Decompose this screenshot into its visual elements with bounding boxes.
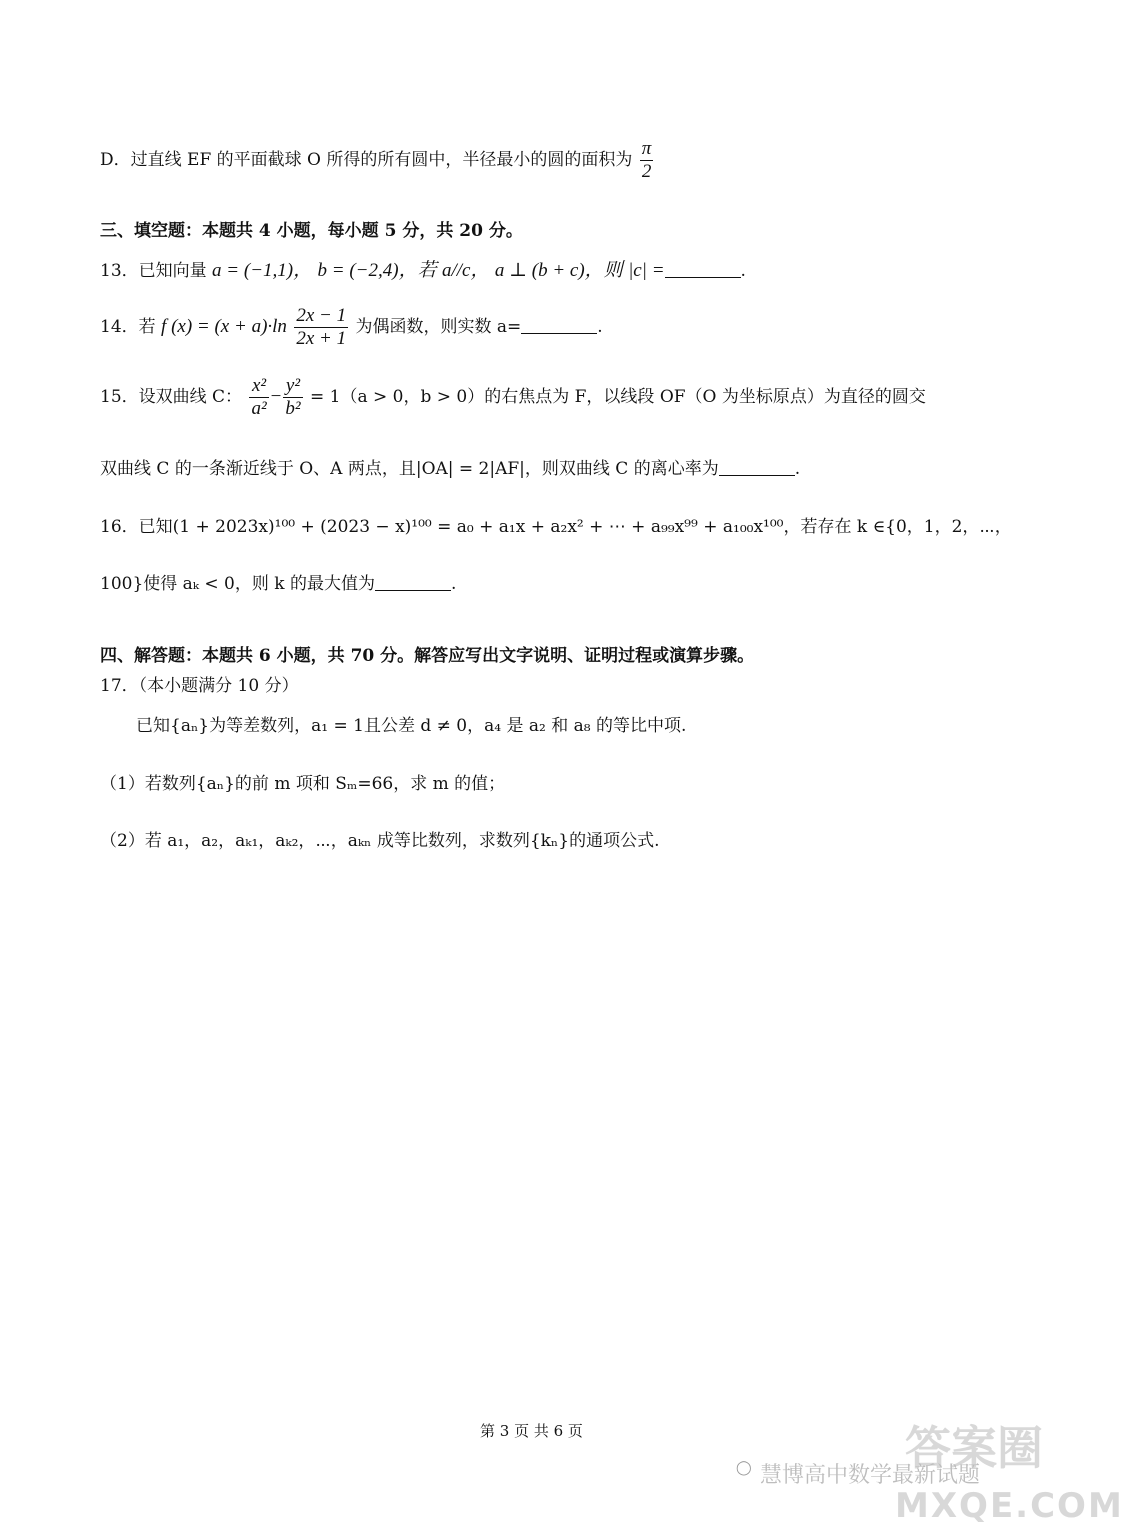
watermark-site: MXQE.COM [895, 1486, 1124, 1526]
q13-abs-c: |c| = [628, 260, 665, 281]
q15-answer-blank [719, 459, 795, 476]
q17-part-1: （1）若数列{aₙ}的前 m 项和 Sₘ=66，求 m 的值； [100, 774, 506, 794]
q13-perpendicular: a ⊥ (b + c)，则 [494, 260, 623, 281]
question-15: 15．设双曲线 C： $\frac{\text{x²}}{\text{a²}}$ − $\frac{\text{y²}}{\text{b²}}$ = 1（a > 0，b > 0）的右焦点为 F，以线段 OF（O 为坐标原点）为直径的圆交 [100, 375, 926, 419]
q13-vector-a: a = (−1,1)， [212, 260, 313, 281]
q15-fraction-x: $\frac{\text{x²}}{\text{a²}}$ [251, 375, 267, 419]
watermark-logo: 答案圈 [905, 1421, 1043, 1475]
q13-vector-b: b = (−2,4)，若 [317, 260, 437, 281]
watermark-source: 慧博高中数学最新试题 [760, 1463, 981, 1488]
q14-fraction: $\frac{2x - 1}{2x + 1}$ [296, 305, 347, 349]
q15-number: 15． [100, 387, 139, 407]
q15-fraction-y: $\frac{\text{y²}}{\text{b²}}$ [285, 375, 301, 419]
option-d [100, 138, 655, 183]
q17-part-2: （2）若 a₁，a₂，aₖ₁，aₖ₂，⋯，aₖₙ 成等比数列，求数列{kₙ}的通项公式. [100, 831, 660, 851]
q17-stem: 已知{aₙ}为等差数列，a₁ = 1且公差 d ≠ 0，a₄ 是 a₂ 和 a₈ 的等比中项. [136, 716, 687, 736]
q16-number: 16． [100, 517, 139, 537]
wechat-icon: ◯ [736, 1460, 752, 1476]
q14-function: f (x) = (x + a)·ln [161, 316, 287, 337]
section-3-heading: 三、填空题：本题共 4 小题，每小题 5 分，共 20 分。 [100, 221, 523, 241]
question-13: 13．已知向量 a = (−1,1)， b = (−2,4)，若 a//c， a ⊥ (b + c)，则 |c| = . [100, 260, 746, 281]
q16-answer-blank [375, 574, 451, 591]
question-14: 14．若 f (x) = (x + a)·ln $\frac{2x - 1}{2x + 1}$ 为偶函数，则实数 a= . [100, 305, 603, 349]
q15-text: = 1（a > 0，b > 0）的右焦点为 F，以线段 OF（O 为坐标原点）为直径的圆交 [310, 387, 926, 407]
q17-header: 17．（本小题满分 10 分） [100, 676, 299, 696]
pi-over-2-fraction: $\frac{\pi}{2}$ [641, 138, 652, 182]
question-16 [100, 514, 1012, 540]
q13-number: 13． [100, 261, 139, 281]
question-16-line-2: 100}使得 aₖ < 0，则 k 的最大值为 . [100, 574, 457, 594]
q13-text: 已知向量 [138, 261, 207, 281]
q13-parallel: a//c， [441, 260, 490, 281]
q13-answer-blank [665, 261, 741, 278]
q14-text: 为偶函数，则实数 a= [355, 317, 522, 337]
option-d-text: D．过直线 EF 的平面截球 O 所得的所有圆中，半径最小的圆的面积为 [100, 150, 633, 170]
section-4-heading: 四、解答题：本题共 6 小题，共 70 分。解答应写出文字说明、证明过程或演算步骤。 [100, 646, 755, 666]
q14-number: 14． [100, 317, 139, 337]
q14-answer-blank [521, 317, 597, 334]
question-15-line-2: 双曲线 C 的一条渐近线于 O、A 两点，且|OA| = 2|AF|，则双曲线 C 的离心率为 . [100, 459, 801, 479]
page-footer: 第 3 页 共 6 页 [480, 1422, 583, 1440]
q16-text: 已知(1 + 2023x)¹⁰⁰ + (2023 − x)¹⁰⁰ = a₀ + a₁x + a₂x² + ⋯ + a₉₉x⁹⁹ + a₁₀₀x¹⁰⁰，若存在 k ∈{0，1，2，⋯， [138, 517, 1012, 537]
